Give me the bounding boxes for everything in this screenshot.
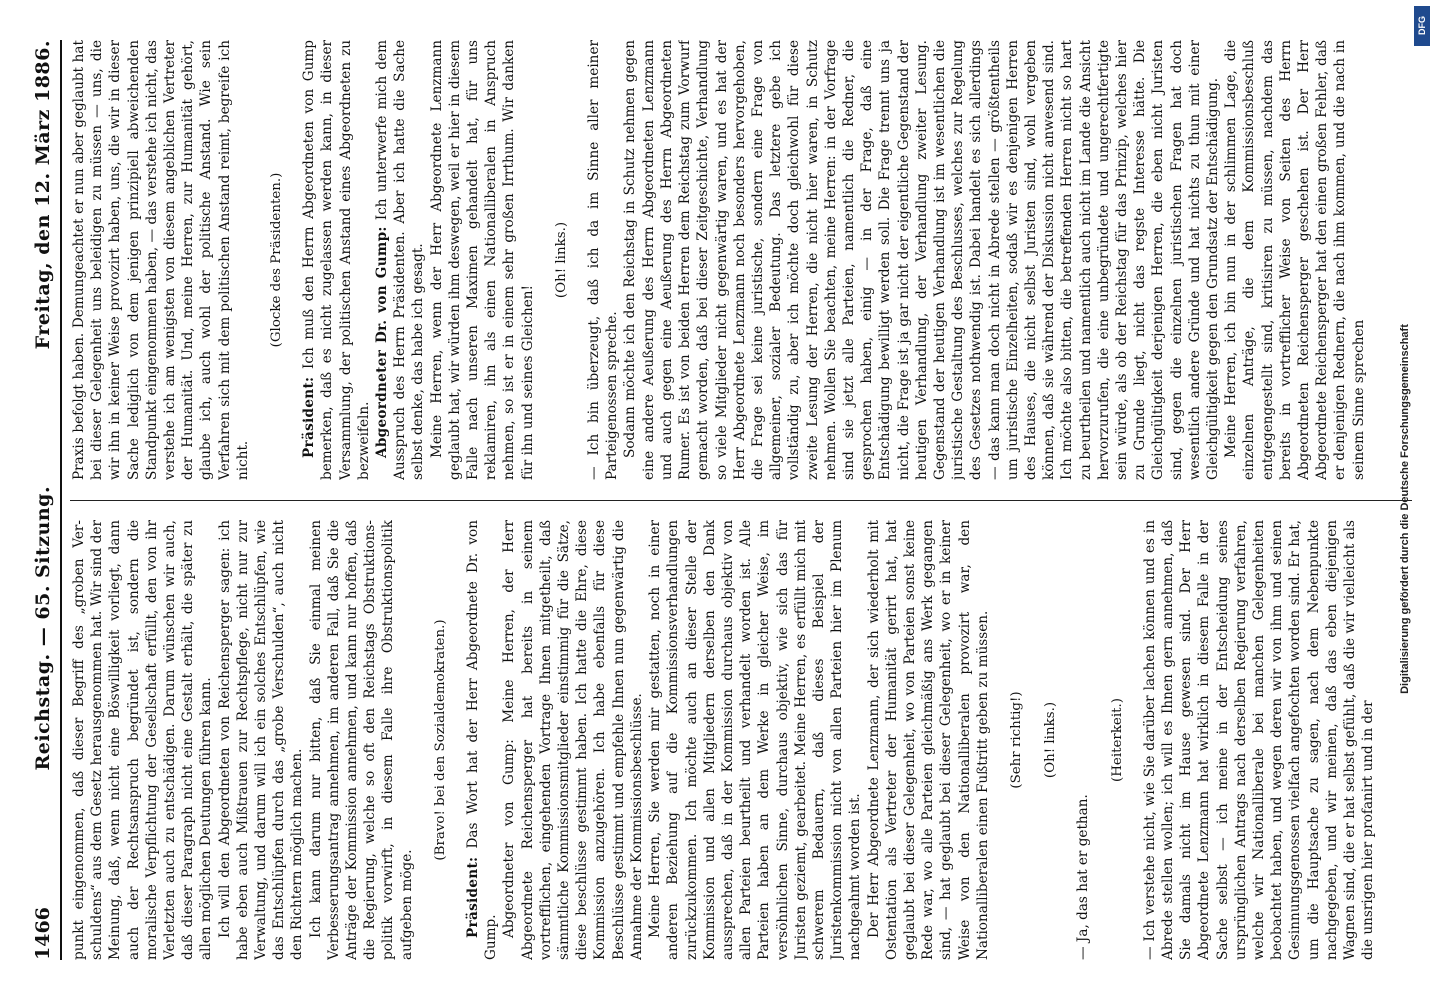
right-column — [70, 40, 1422, 480]
paragraph: punkt eingenommen, daß dieser Begriff des „groben Ver-schuldens“ aus dem Gesetz herausgenommen hat. Wir sind der Meinung, daß, wenn nicht eine Böswilligkeit vorliegt, dann auch der Rechtsanspruch begründet ist, sondern die moralische Verpflichtung der Gesellschaft erfüllt, den von ihr Verletzten auch zu entschädigen. Darum wünschen wir auch, daß dieser Paragraph nicht eine Gestalt erhält, die später zu allen möglichen Deutungen führen kann. — [71, 520, 215, 960]
stage-direction: (Oh! links.) — [553, 221, 569, 299]
column-divider — [70, 500, 1412, 501]
left-column — [70, 520, 1422, 960]
speaker-text: Ich unterwerfe mich dem Ausspruch des Herrn Präsidenten. Aber ich hatte die Sache selbst denke, das habe ich gesagt. — [374, 40, 427, 480]
paragraph: Abgeordneter von Gump: Meine Herren, der Herr Abgeordnete Reichensperger hat bereits in seinem vortrefflichen, eingehenden Vortrage Ihnen mitgetheilt, daß sämmtliche Kommissionsmitglieder einstimmig für die Sätze, diese beschlüsse gestimmt haben. Ich hatte die Ehre, diese Kommission anzugehören. Ich habe ebenfalls für diese Beschlüsse gestimmt und empfehle Ihnen nun gegenwärtig die Annahme der Kommissionsbeschlüsse. — [501, 520, 645, 960]
page-number: 1466 — [32, 907, 54, 960]
interjection: — Ja, das hat er gethan. — [1075, 794, 1092, 960]
paragraph: Meine Herren, Sie werden mir gestatten, noch in einer anderen Beziehung auf die Kommissionsverhandlungen zurückzukommen. Ich möchte auch an dieser Stelle der Kommission und allen Mitgliedern derselben den Dank aussprechen, daß in der Kommission durchaus objektiv von allen Parteien beurtheilt und verhandelt worden ist. Alle Parteien haben an dem Werke in gleicher Weise, im versöhnlichen Sinne, durchaus objektiv, wie sich das für Juristen geziemt, gearbeitet. Meine Herren, es erfüllt mich mit schwerem Bedauern, daß dieses Beispiel der Juristenkommission nicht von allen Parteien hier im Plenum nachgeahmt worden ist. — [647, 520, 864, 960]
stage-direction: (Oh! links.) — [1043, 701, 1059, 779]
stage-direction: (Sehr richtig!) — [1008, 691, 1024, 789]
speaker-label: Abgeordneter Dr. von Gump: — [374, 226, 391, 458]
speaker-text: Ich muß den Herrn Abgeordneten von Gump bemerken, daß es nicht zugelassen werden kann, in dieser Versammlung, der politischen Anstand eines Abgeordneten zu bezweifeln. — [301, 40, 372, 480]
speaker-text: Das Wort hat der Herr Abgeordnete Dr. von Gump. — [465, 520, 500, 960]
paragraph: Meine Herren, wenn der Herr Abgeordnete Lenzmann geglaubt hat, wir würden ihm deswegen, weil er hier in diesem Falle nach unseren Maximen gehandelt hat, für uns reklamiren, ihn als einen Nationalliberalen in Anspruch nehmen, so ist er in einem sehr großen Irrthum. Wir danken für ihn und seines Gleichen! — [428, 40, 536, 480]
session-title: Reichstag. — 65. Sitzung. — [32, 485, 54, 771]
page-header — [22, 40, 54, 960]
header-rule — [60, 40, 62, 960]
paragraph: — Ich verstehe nicht, wie Sie darüber lachen können und es in Abrede stellen wollen; ich will es Ihnen gern annehmen, daß Sie damals nicht im Hause gewesen sind. Der Herr Abgeordnete Lenzmann hat wirklich in diesem Falle in der Sache selbst — ich meine in der Entscheidung seines ursprünglichen Antrags nach derselben Regierung verfahren, welche wir Nationalliberale bei manchen Gelegenheiten beobachtet haben, und wegen deren wir von ihm und seinen Gesinnungsgenossen vielfach angefochten worden sind. Er hat, um die Hauptsache zu sagen, nach dem Nebenpunkte nachgegeben, und wir meinen, daß das eben diejenigen Wagnen sind, die er hat selbst gefühlt, daß die wir vielleicht als die unsrigen hier profanirt und in der — [1141, 520, 1377, 960]
speaker-paragraph — [300, 40, 373, 480]
paragraph: Praxis befolgt haben. Demungeachtet er nun aber geglaubt hat bei dieser Gelegenheit uns beleidigen zu müssen — uns, die wir ihn in keiner Weise provozirt haben, uns, die wir in dieser Sache lediglich von dem jenigen prinzipiell abweichenden Standpunkt eingenommen haben, — das verstehe ich nicht, das verstehe ich am wenigsten von diesem angeblichen Vertreter der Humanität. Und, meine Herren, zur Humanität gehört, glaube ich, auch wohl der politische Anstand. Wie sein Verfahren sich mit dem politischen Anstand reimt, begreife ich nicht. — [71, 40, 251, 480]
stage-direction: (Heiterkeit.) — [1109, 698, 1125, 782]
speaker-label: Präsident: — [465, 856, 482, 938]
paragraph: Meine Herren, ich bin nun in der schlimmen Lage, die einzelnen Anträge, die dem Kommissionsbeschluß entgegengestellt sind, kritisiren zu müssen, nachdem das bereits in vortrefflicher Weise von Seiten des Herrn Abgeordneten Reichensperger geschehen ist. Der Herr Abgeordnete Reichensperger hat den einen großen Fehler, daß er denjenigen Rednern, die nach ihm kommen, und die nach in seinem Sinne sprechen — [1223, 40, 1367, 480]
speaker-paragraph — [464, 520, 500, 960]
stage-direction: (Bravo! bei den Sozialdemokraten.) — [432, 619, 448, 861]
speaker-label: Präsident: — [301, 376, 318, 458]
stage-direction: (Glocke des Präsidenten.) — [269, 172, 285, 348]
dfg-credit: Digitalisierung gefördert durch die Deutsche Forschungsgemeinschaft — [1399, 324, 1411, 694]
paragraph: Sodann möchte ich den Reichstag in Schutz nehmen gegen eine andere Aeußerung des Herrn Abgeordneten Lenzmann und auch gegen eine Aeußerung des Herrn Abgeordneten Rumer. Es ist von beiden Herren dem Reichstag zum Vorwurf gemacht worden, daß bei dieser Zeitgeschichte, Verhandlung so viele Mitglieder nicht gegenwärtig waren, und es hat der Herr Abgeordnete Lenzmann noch besonders hervorgehoben, die Frage sei keine juristische, sondern eine Frage von allgemeiner, sozialer Bedeutung. Das letztere gebe ich vollständig zu, aber ich möchte doch gleichwohl für diese zweite Lesung der Herren, die nicht hier waren, in Schutz nehmen. Wollen Sie beachten, meine Herren: in der Vorfrage sind sie jetzt alle Parteien, namentlich die Redner, die gesprochen haben, einig — in der Frage, daß eine Entschädigung bewilligt werden soll. Die Frage trennt uns ja nicht, die Frage ist ja gar nicht der eigentliche Gegenstand der heutigen Verhandlung, der Verhandlung zweiter Lesung. Gegenstand der heutigen Verhandlung ist im wesentlichen die juristische Gestaltung des Beschlusses, welches zur Regelung des Gesetzes nothwendig ist. Dabei handelt es sich allerdings — das kann man doch nicht in Abrede stellen — größtentheils um juristische Einzelheiten, sodaß wir es denjenigen Herren des Hauses, die nicht selbst Juristen sind, wohl vergeben können, daß sie während der Diskussion nicht anwesend sind. Ich möchte also bitten, die betreffenden Herren nicht so hart zu beurtheilen und namentlich auch nicht im Lande die Ansicht hervorzurufen, die eine unbegründete und ungerechtfertigte sein würde, als ob der Reichstag für das Prinzip, welches hier zu Grunde liegt, nicht das regste Interesse hätte. Die Gleichgültigkeit derjenigen Herren, die eben nicht Juristen sind, gegen die einzelnen juristischen Fragen hat doch wesentlich andere Gründe und hat nichts zu thun mit einer Gleichgültigkeit gegen den Grundsatz der Entschädigung. — [622, 40, 1221, 480]
dfg-logo: DFG — [1414, 6, 1430, 46]
paragraph: Ich will den Abgeordneten von Reichensperger sagen: ich habe eben auch Mißtrauen zur Rechtspflege, nicht nur zur Verwaltung, und darum will ich ein solches Entschlüpfen, wie das Entschlüpfen durch das „grobe Verschulden“, auch nicht den Richtern möglich machen. — [216, 520, 306, 960]
session-date: Freitag, den 12. März 1886. — [32, 40, 54, 350]
paragraph: Der Herr Abgeordnete Lenzmann, der sich wiederholt mit Ostentation als Vertreter der Humanität gerirt hat, hat geglaubt bei dieser Gelegenheit, wo von Parteien sonst keine Rede war, wo alle Parteien gleichmäßig ans Werk gegangen sind, — hat geglaubt bei dieser Gelegenheit, wo er in keiner Weise von den Nationalliberalen provozirt war, den Nationalliberalen einen Fußtritt geben zu müssen. — [865, 520, 991, 960]
paragraph: Ich kann darum nur bitten, daß Sie einmal meinen Verbesserungsantrag annehmen, im anderen Fall, daß Sie die Anträge der Kommission annehmen, und kann nur hoffen, daß die Regierung, welche so oft den Reichstags Obstruktions-politik vorwirft, in diesem Falle ihre Obstruktionspolitik aufgeben möge. — [307, 520, 415, 960]
speaker-paragraph — [373, 40, 428, 480]
paragraph: — Ich bin überzeugt, daß ich da im Sinne aller meiner Parteigenossen spreche. — [586, 40, 621, 480]
